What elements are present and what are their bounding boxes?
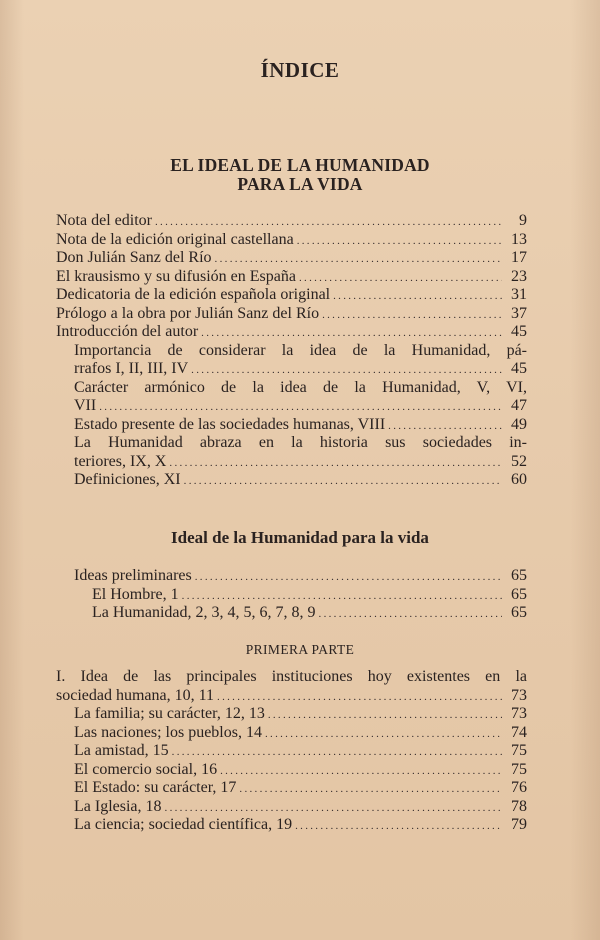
toc-entry-label: Nota de la edición original castellana [56,230,294,248]
toc-entry-page: 31 [511,286,527,303]
toc-entry-label: VII [74,397,97,414]
toc-entry [0,397,600,416]
toc-entry-page: 65 [511,604,527,621]
toc-entry-label: La amistad, 15 [74,742,169,759]
toc-entry [0,742,600,761]
leader-dots [319,605,502,624]
toc-entry-label: El Estado: su carácter, 17 [74,779,237,796]
leader-dots [322,306,502,325]
toc-entry [0,798,600,817]
toc-entry-label: Ideas preliminares [74,567,192,584]
leader-dots [99,398,502,417]
toc-entry-label: La Iglesia, 18 [74,797,162,815]
section-heading: Ideal de la Humanidad para la vida [171,528,429,547]
toc-entry-label: El krausismo y su difusión en España [56,267,296,285]
leader-dots [201,324,502,343]
page-title: ÍNDICE [260,58,340,82]
leader-dots [195,568,502,587]
toc-entry-page: 45 [511,360,527,377]
toc-entry [0,360,600,379]
toc-entry [0,779,600,798]
toc-entry-page: 37 [511,304,527,322]
leader-dots [172,743,502,762]
toc-entry-label: El comercio social, 16 [74,760,218,778]
toc-entry-label: Estado presente de las sociedades humanas, VIII [74,415,386,433]
toc-entry-label: La Humanidad, 2, 3, 4, 5, 6, 7, 8, 9 [92,604,316,621]
toc-front-matter [0,212,600,490]
toc-entry-page: 65 [511,567,527,584]
toc-entry-page: 74 [511,723,527,741]
leader-dots [184,472,502,491]
toc-entry-page: 60 [511,471,527,488]
toc-entry-label: Las naciones; los pueblos, 14 [74,723,262,741]
toc-entry-page: 73 [511,686,527,704]
toc-entry-page: 75 [511,742,527,759]
book-title-heading [0,156,600,194]
toc-entry-page: 52 [511,452,527,470]
book-title-line-1: EL IDEAL DE LA HUMANIDAD [170,155,430,175]
leader-dots [265,725,502,744]
toc-entry-page: 17 [511,249,527,266]
toc-entry-line: I. Idea de las principales instituciones hoy existentes en la [56,668,527,685]
toc-entry [0,567,600,586]
leader-dots [220,762,502,781]
toc-entry [0,268,600,287]
leader-dots [169,454,502,473]
toc-entry-label: Prólogo a la obra por Julián Sanz del Río [56,304,320,322]
toc-entry [0,305,600,324]
toc-entry [0,212,600,231]
leader-dots [268,706,502,725]
toc-entry-page: 23 [511,267,527,285]
leader-dots [182,587,502,606]
toc-part-one [0,668,600,835]
toc-entry-page: 9 [519,212,527,229]
toc-entry-page: 49 [511,415,527,433]
toc-entry-page: 47 [511,397,527,414]
part-heading: PRIMERA PARTE [245,642,355,657]
toc-entry-label: sociedad humana, 10, 11 [56,686,215,704]
toc-entry-page: 78 [511,797,527,815]
toc-entry-label: Introducción del autor [56,323,199,340]
leader-dots [239,780,502,799]
leader-dots [155,213,502,232]
toc-entry-label: Don Julián Sanz del Río [56,249,212,266]
toc-entry [0,323,600,342]
toc-entry [0,286,600,305]
leader-dots [297,232,502,251]
leader-dots [217,688,502,707]
leader-dots [299,269,502,288]
toc-entry [0,604,600,623]
toc-entry-page: 13 [511,230,527,248]
toc-entry-label: teriores, IX, X [74,452,167,470]
toc-entry-label: La familia; su carácter, 12, 13 [74,705,265,722]
toc-entry-page: 75 [511,760,527,778]
toc-entry-label: Definiciones, XI [74,471,181,488]
toc-entry [0,453,600,472]
toc-entry-label: rrafos I, II, III, IV [74,360,189,377]
leader-dots [191,361,502,380]
toc-entry-line: Carácter armónico de la idea de la Humanidad, V, VI, [74,378,527,396]
toc-entry-page: 73 [511,705,527,722]
toc-entry-label: Nota del editor [56,212,152,229]
toc-entry-line: Importancia de considerar la idea de la Humanidad, pá- [74,341,527,359]
toc-entry [0,471,600,490]
toc-entry [0,816,600,835]
leader-dots [333,287,502,306]
book-title-line-2: PARA LA VIDA [237,174,363,194]
toc-entry [0,724,600,743]
toc-entry-line: La Humanidad abraza en la historia sus sociedades in- [74,434,527,451]
toc-entry-label: Dedicatoria de la edición española original [56,286,331,303]
toc-entry [0,761,600,780]
toc-entry-label: El Hombre, 1 [92,585,179,603]
toc-preliminary [0,567,600,623]
leader-dots [388,417,502,436]
leader-dots [295,817,502,836]
toc-entry-page: 45 [511,323,527,340]
toc-entry-label: La ciencia; sociedad científica, 19 [74,816,293,833]
toc-entry [0,249,600,268]
toc-entry [0,586,600,605]
toc-entry [0,705,600,724]
toc-entry [0,231,600,250]
leader-dots [165,799,502,818]
toc-entry-page: 79 [511,816,527,833]
toc-entry [0,687,600,706]
toc-entry-page: 76 [511,779,527,796]
toc-entry [0,416,600,435]
toc-entry-page: 65 [511,585,527,603]
leader-dots [215,250,502,269]
